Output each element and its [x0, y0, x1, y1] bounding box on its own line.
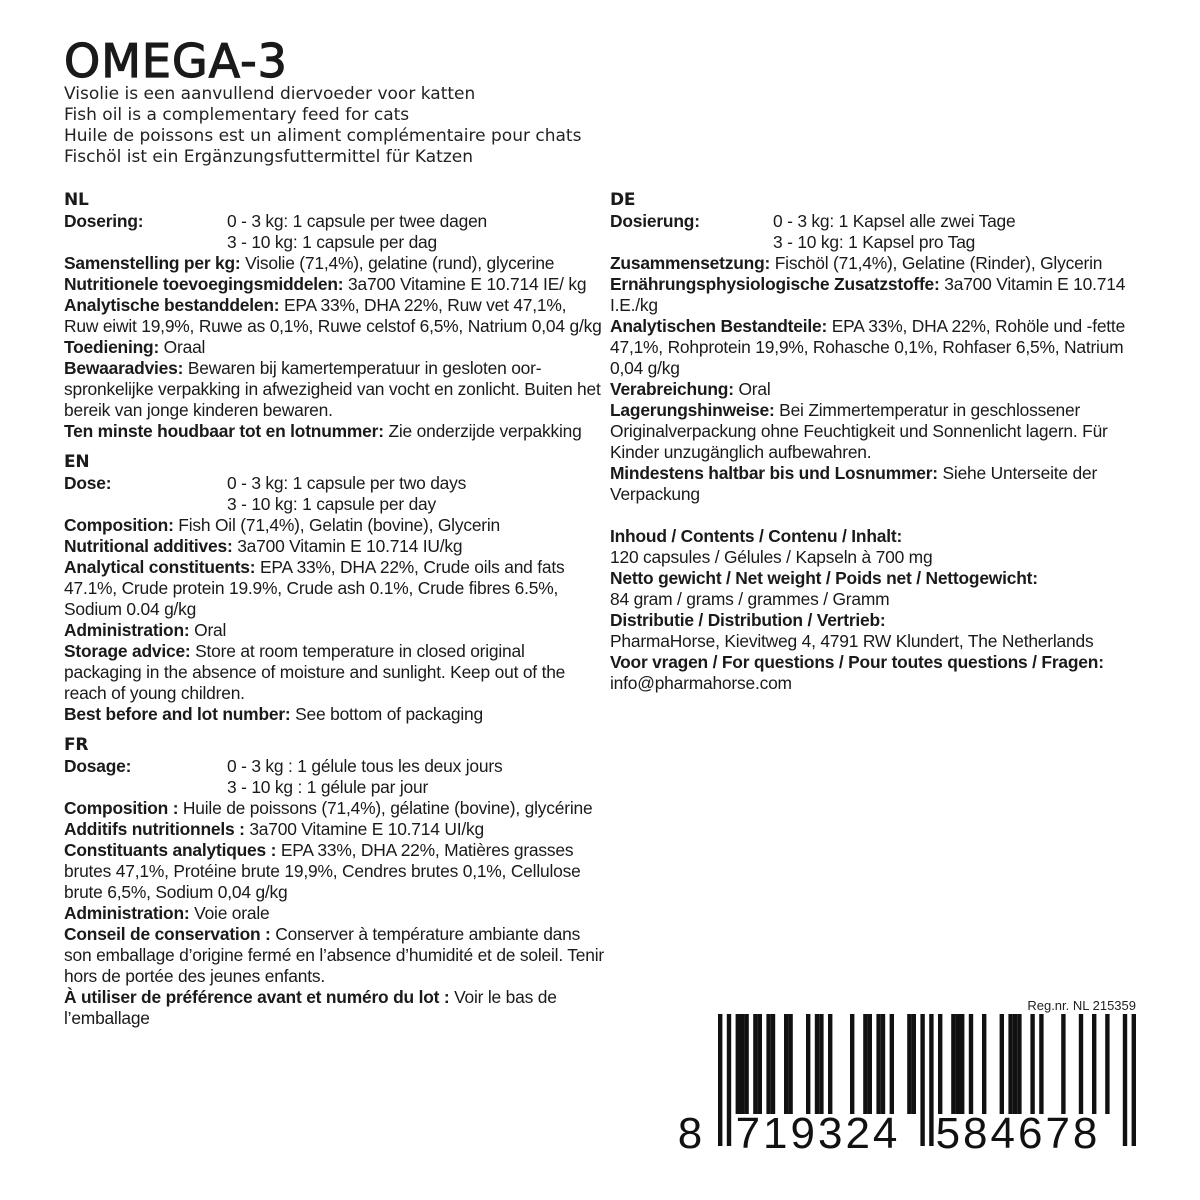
storage-label-en: Storage advice: — [64, 641, 191, 661]
subtitle-en: Fish oil is a complementary feed for cats — [64, 105, 410, 125]
barcode-bar — [868, 1014, 872, 1114]
administration-label-nl: Toediening: — [64, 337, 160, 357]
questions-email[interactable]: info@pharmahorse.com — [610, 673, 792, 693]
composition-label-de: Zusammensetzung: — [610, 253, 771, 273]
storage-de — [610, 400, 1150, 463]
administration-text-nl: Oraal — [159, 337, 206, 357]
barcode-bar — [788, 1014, 792, 1114]
barcode-bar — [850, 1014, 854, 1114]
composition-en — [64, 515, 604, 536]
barcode-bar — [727, 1014, 731, 1146]
barcode-bar — [815, 1014, 819, 1114]
dose-block-de — [610, 211, 1150, 253]
netweight-label: Netto gewicht / Net weight / Poids net / Nettogewicht: — [610, 568, 1038, 588]
registration-number: Reg.nr. NL 215359 — [1027, 998, 1136, 1013]
additives-text-nl: 3a700 Vitamine E 10.714 IE/ kg — [343, 274, 587, 294]
right-column — [610, 190, 1150, 694]
bestbefore-text-fr: Voir le bas de l’emballage — [64, 987, 557, 1028]
administration-fr — [64, 903, 604, 924]
dose-values-en — [227, 473, 466, 515]
additives-text-fr: 3a700 Vitamine E 10.714 UI/kg — [244, 819, 484, 839]
bestbefore-nl — [64, 421, 604, 442]
barcode-digits-right: 584678 — [935, 1109, 1101, 1154]
analytical-text-nl: EPA 33%, DHA 22%, Ruw vet 47,1%, Ruw eiwit 19,9%, Ruwe as 0,1%, Ruwe celstof 6,5%, Natrium 0,04 g/kg — [64, 295, 602, 336]
storage-text-de: Bei Zimmertemperatur in geschlossener Originalverpackung ohne Feuchtigkeit und Sonnenlicht lagern. Für Kinder unzugänglich aufbewahren. — [610, 400, 1108, 462]
additives-nl — [64, 274, 604, 295]
netweight-text: 84 gram / grams / grammes / Gramm — [610, 589, 890, 609]
barcode-bar — [1092, 1014, 1096, 1114]
administration-de — [610, 379, 1150, 400]
additives-fr — [64, 819, 604, 840]
administration-label-fr: Administration: — [64, 903, 190, 923]
barcode-bar — [766, 1014, 770, 1114]
barcode-bar — [890, 1014, 894, 1114]
storage-fr — [64, 924, 604, 987]
barcode-bar — [718, 1014, 722, 1146]
barcode-bar — [1123, 1014, 1127, 1146]
barcode-bar — [1017, 1014, 1021, 1114]
barcode-bar — [819, 1014, 823, 1114]
composition-text-fr: Huile de poissons (71,4%), gélatine (bovine), glycérine — [178, 798, 593, 818]
section-en — [64, 452, 604, 725]
barcode-bar — [982, 1014, 986, 1114]
barcode-bar — [771, 1014, 775, 1114]
composition-text-nl: Visolie (71,4%), gelatine (rund), glycerine — [240, 253, 555, 273]
dose-line-2-en: 3 - 10 kg: 1 capsule per day — [227, 494, 437, 514]
barcode-bar — [1105, 1014, 1109, 1114]
dose-line-2-nl: 3 - 10 kg: 1 capsule per dag — [227, 232, 437, 252]
storage-en — [64, 641, 604, 704]
analytical-nl — [64, 295, 604, 337]
barcode-bar — [929, 1014, 933, 1146]
dose-values-nl — [227, 211, 487, 253]
barcode-bar — [758, 1014, 762, 1114]
additives-label-nl: Nutritionele toevoegingsmiddelen: — [64, 274, 344, 294]
barcode-bar — [736, 1014, 740, 1114]
lang-code-fr: FR — [64, 735, 89, 755]
barcode-bar — [1079, 1014, 1083, 1114]
storage-label-fr: Conseil de conservation : — [64, 924, 271, 944]
bestbefore-de — [610, 463, 1150, 505]
contents-text: 120 capsules / Gélules / Kapseln à 700 mg — [610, 547, 933, 567]
dose-line-1-en: 0 - 3 kg: 1 capsule per two days — [227, 473, 467, 493]
subtitle-de: Fischöl ist ein Ergänzungsfuttermittel für Katzen — [64, 147, 473, 167]
bestbefore-en — [64, 704, 604, 725]
subtitle-nl: Visolie is een aanvullend diervoeder voor katten — [64, 84, 476, 104]
dose-line-1-nl: 0 - 3 kg: 1 capsule per twee dagen — [227, 211, 488, 231]
distribution-text: PharmaHorse, Kievitweg 4, 4791 RW Klundert, The Netherlands — [610, 631, 1094, 651]
dose-line-2-de: 3 - 10 kg: 1 Kapsel pro Tag — [773, 232, 976, 252]
barcode-bar — [1132, 1014, 1136, 1146]
composition-label-fr: Composition : — [64, 798, 179, 818]
lang-code-en: EN — [64, 452, 90, 472]
storage-text-fr: Conserver à température ambiante dans son emballage d’origine fermé en l’absence d’humidité et de soleil. Tenir hors de portée des jeunes enfants. — [64, 924, 604, 986]
section-fr — [64, 735, 604, 1029]
bestbefore-fr — [64, 987, 604, 1029]
dose-block-nl — [64, 211, 604, 253]
barcode-bar — [938, 1014, 942, 1114]
barcode-bar — [863, 1014, 867, 1114]
dose-line-2-fr: 3 - 10 kg : 1 gélule par jour — [227, 777, 429, 797]
bestbefore-label-en: Best before and lot number: — [64, 704, 291, 724]
composition-text-en: Fish Oil (71,4%), Gelatin (bovine), Glycerin — [173, 515, 501, 535]
dose-label-fr: Dosage: — [64, 756, 132, 776]
composition-label-en: Composition: — [64, 515, 174, 535]
storage-label-nl: Bewaaradvies: — [64, 358, 184, 378]
analytical-en — [64, 557, 604, 620]
barcode-digit-first: 8 — [677, 1109, 703, 1154]
questions-label: Voor vragen / For questions / Pour toutes questions / Fragen: — [610, 652, 1104, 672]
storage-text-en: Store at room temperature in closed original packaging in the absence of moisture and sunlight. Keep out of the reach of young children. — [64, 641, 566, 703]
additives-label-de: Ernährungsphysiologische Zusatzstoffe: — [610, 274, 940, 294]
barcode-digits-left: 719324 — [735, 1109, 901, 1154]
additives-text-en: 3a700 Vitamin E 10.714 IU/kg — [232, 536, 463, 556]
barcode-bar — [881, 1014, 885, 1114]
barcode-bar — [740, 1014, 744, 1114]
additives-label-en: Nutritional additives: — [64, 536, 233, 556]
barcode-bar — [753, 1014, 757, 1114]
analytical-de — [610, 316, 1150, 379]
distribution-label: Distributie / Distribution / Vertrieb: — [610, 610, 886, 630]
storage-nl — [64, 358, 604, 421]
barcode-bar — [806, 1014, 810, 1114]
product-subtitles — [64, 84, 581, 168]
additives-de — [610, 274, 1150, 316]
administration-text-de: Oral — [733, 379, 771, 399]
administration-text-en: Oral — [189, 620, 227, 640]
additives-text-de: 3a700 Vitamin E 10.714 I.E./kg — [610, 274, 1126, 315]
dose-line-1-fr: 0 - 3 kg : 1 gélule tous les deux jours — [227, 756, 503, 776]
dose-label-nl: Dosering: — [64, 211, 144, 231]
composition-text-de: Fischöl (71,4%), Gelatine (Rinder), Glycerin — [770, 253, 1103, 273]
analytical-text-en: EPA 33%, DHA 22%, Crude oils and fats 47.1%, Crude protein 19.9%, Crude ash 0.1%, Crude fibres 6.5%, Sodium 0.04 g/kg — [64, 557, 565, 619]
analytical-fr — [64, 840, 604, 903]
dose-line-1-de: 0 - 3 kg: 1 Kapsel alle zwei Tage — [773, 211, 1016, 231]
administration-en — [64, 620, 604, 641]
barcode-bar — [1013, 1014, 1017, 1114]
analytical-label-nl: Analytische bestanddelen: — [64, 295, 280, 315]
additives-en — [64, 536, 604, 557]
contents-label: Inhoud / Contents / Contenu / Inhalt: — [610, 526, 903, 546]
analytical-label-fr: Constituants analytiques : — [64, 840, 277, 860]
analytical-text-de: EPA 33%, DHA 22%, Rohöle und -fette 47,1%, Rohprotein 19,9%, Rohasche 0,1%, Rohfaser 6,5%, Natrium 0,04 g/kg — [610, 316, 1126, 378]
barcode-bar — [969, 1014, 973, 1114]
section-de — [610, 190, 1150, 505]
bestbefore-text-nl: Zie onderzijde verpakking — [383, 421, 582, 441]
dose-values-fr — [227, 756, 502, 798]
barcode-bar — [876, 1014, 880, 1114]
dose-block-fr — [64, 756, 604, 798]
barcode-bar — [907, 1014, 911, 1114]
left-column — [64, 190, 604, 1029]
barcode-bar — [828, 1014, 832, 1114]
bestbefore-label-nl: Ten minste houdbaar tot en lotnummer: — [64, 421, 384, 441]
administration-label-en: Administration: — [64, 620, 190, 640]
product-title: OMEGA-3 — [64, 34, 288, 88]
administration-text-fr: Voie orale — [189, 903, 270, 923]
barcode-bar — [956, 1014, 960, 1114]
barcode-bar — [1039, 1014, 1043, 1114]
bestbefore-label-fr: À utiliser de préférence avant et numéro du lot : — [64, 987, 450, 1007]
storage-text-nl: Bewaren bij kamertemperatuur in gesloten oor- spronkelijke verpakking in afwezigheid van vocht en zonlicht. Buiten het bereik van jonge kinderen bewaren. — [64, 358, 601, 420]
barcode-bar — [1030, 1014, 1034, 1114]
analytical-label-de: Analytischen Bestandteile: — [610, 316, 828, 336]
bestbefore-text-en: See bottom of packaging — [290, 704, 483, 724]
lang-code-de: DE — [610, 190, 636, 210]
administration-nl — [64, 337, 604, 358]
barcode-bar — [960, 1014, 964, 1114]
dose-label-en: Dose: — [64, 473, 112, 493]
storage-label-de: Lagerungshinweise: — [610, 400, 775, 420]
bestbefore-label-de: Mindestens haltbar bis und Losnummer: — [610, 463, 938, 483]
composition-fr — [64, 798, 604, 819]
barcode-bar — [1008, 1014, 1012, 1114]
subtitle-fr: Huile de poissons est un aliment complémentaire pour chats — [64, 126, 582, 146]
barcode-bar — [1061, 1014, 1065, 1114]
composition-nl — [64, 253, 604, 274]
dose-block-en — [64, 473, 604, 515]
analytical-text-fr: EPA 33%, DHA 22%, Matières grasses brutes 47,1%, Protéine brute 19,9%, Cendres brutes 0,1%, Cellulose brute 6,5%, Sodium 0,04 g/kg — [64, 840, 581, 902]
composition-label-nl: Samenstelling per kg: — [64, 253, 241, 273]
composition-de — [610, 253, 1150, 274]
barcode-area — [672, 998, 1142, 1158]
analytical-label-en: Analytical constituents: — [64, 557, 256, 577]
lang-code-nl: NL — [64, 190, 89, 210]
barcode-image — [672, 1014, 1142, 1154]
dose-label-de: Dosierung: — [610, 211, 700, 231]
barcode-bar — [1000, 1014, 1004, 1114]
barcode-bar — [784, 1014, 788, 1114]
dose-values-de — [773, 211, 1016, 253]
section-info — [610, 526, 1150, 694]
barcode-bar — [951, 1014, 955, 1114]
barcode-bar — [744, 1014, 748, 1114]
additives-label-fr: Additifs nutritionnels : — [64, 819, 245, 839]
barcode-bar — [912, 1014, 916, 1114]
administration-label-de: Verabreichung: — [610, 379, 734, 399]
barcode-bar — [920, 1014, 924, 1146]
bestbefore-text-de: Siehe Unterseite der Verpackung — [610, 463, 1098, 504]
section-nl — [64, 190, 604, 442]
